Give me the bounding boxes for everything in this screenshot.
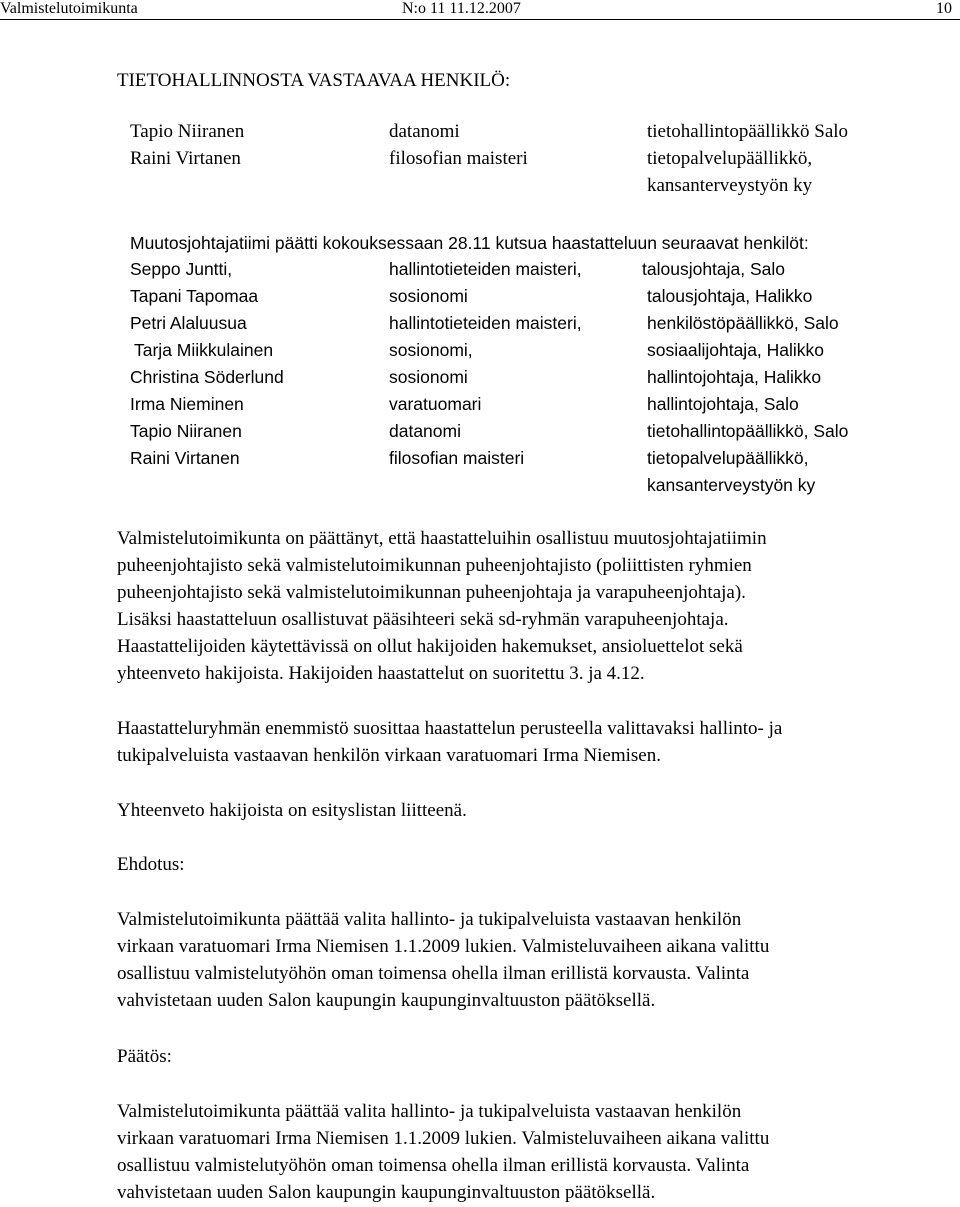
person-name: Tapio Niiranen [130, 421, 242, 441]
header-meeting-number-date: N:o 11 11.12.2007 [402, 0, 521, 17]
text-line: virkaan varatuomari Irma Niemisen 1.1.2009 lukien. Valmisteluvaiheen aikana valittu [117, 1128, 770, 1149]
text-line: vahvistetaan uuden Salon kaupungin kaupunginvaltuuston päätöksellä. [117, 1182, 656, 1203]
person-title: tietopalvelupäällikkö, [647, 148, 813, 169]
person-title: henkilöstöpäällikkö, Salo [647, 313, 839, 333]
interviewee-row [130, 419, 930, 445]
decision-label: Päätös: [117, 1046, 172, 1067]
summary-paragraph [117, 797, 952, 824]
person-degree: filosofian maisteri [389, 148, 528, 169]
recommendation-paragraph [117, 715, 952, 769]
text-line: Yhteenveto hakijoista on esityslistan liitteenä. [117, 800, 467, 821]
person-title: hallintojohtaja, Halikko [647, 367, 822, 387]
person-degree: hallintotieteiden maisteri, [389, 259, 582, 279]
interviewee-row [130, 392, 930, 418]
text-line: osallistuu valmistelutyöhön oman toimensa ohella ilman erillistä korvausta. Valinta [117, 963, 750, 984]
interviewee-row [130, 257, 930, 283]
text-line: Valmistelutoimikunta päättää valita hallinto- ja tukipalveluista vastaavan henkilön [117, 1101, 742, 1122]
interviewee-row [130, 473, 930, 499]
person-name: Petri Alaluusua [130, 313, 247, 333]
person-degree: datanomi [389, 121, 460, 142]
person-name: Raini Virtanen [130, 448, 240, 468]
text-line: Valmistelutoimikunta päättää valita hallinto- ja tukipalveluista vastaavan henkilön [117, 909, 742, 930]
header-page-number: 10 [936, 0, 952, 17]
interviewee-row [130, 284, 930, 310]
text-line: tukipalveluista vastaavan henkilön virkaan varatuomari Irma Niemisen. [117, 745, 661, 766]
person-name: Irma Nieminen [130, 394, 244, 414]
interviewee-row [130, 311, 930, 337]
interviewee-row [130, 365, 930, 391]
page-header [0, 0, 960, 20]
person-degree: sosionomi [389, 286, 468, 306]
interviewees-intro: Muutosjohtajatiimi päätti kokouksessaan 28.11 kutsua haastatteluun seuraavat henkilöt: [130, 233, 809, 253]
person-title: tietohallintopäällikkö Salo [647, 121, 849, 142]
person-degree: sosionomi, [389, 340, 473, 360]
it-person-row [130, 147, 930, 173]
person-degree: filosofian maisteri [389, 448, 525, 468]
text-line: Haastattelijoiden käytettävissä on ollut hakijoiden hakemukset, ansioluettelot sekä [117, 636, 743, 657]
text-line: virkaan varatuomari Irma Niemisen 1.1.2009 lukien. Valmisteluvaiheen aikana valittu [117, 936, 770, 957]
person-name: Tarja Miikkulainen [134, 340, 274, 360]
it-person-row [130, 174, 930, 200]
text-line: puheenjohtajisto sekä valmistelutoimikunnan puheenjohtajisto (poliittisten ryhmien [117, 555, 752, 576]
person-title-continued: kansanterveystyön ky [647, 475, 816, 495]
decision-paragraph [117, 1098, 952, 1206]
text-line: Lisäksi haastatteluun osallistuvat pääsihteeri sekä sd-ryhmän varapuheenjohtaja. [117, 609, 729, 630]
person-degree: varatuomari [389, 394, 482, 414]
person-degree: sosionomi [389, 367, 468, 387]
decision-process-paragraph [117, 525, 952, 687]
person-name: Seppo Juntti, [130, 259, 233, 279]
person-degree: hallintotieteiden maisteri, [389, 313, 582, 333]
text-line: Valmistelutoimikunta on päättänyt, että haastatteluihin osallistuu muutosjohtajatiimin [117, 528, 767, 549]
person-name: Tapani Tapomaa [130, 286, 259, 306]
proposal-paragraph [117, 906, 952, 1014]
person-name: Tapio Niiranen [130, 121, 245, 142]
person-title: sosiaalijohtaja, Halikko [647, 340, 825, 360]
person-title: talousjohtaja, Salo [642, 259, 786, 279]
person-title: talousjohtaja, Halikko [647, 286, 813, 306]
text-line: osallistuu valmistelutyöhön oman toimensa ohella ilman erillistä korvausta. Valinta [117, 1155, 750, 1176]
it-section-title: TIETOHALLINNOSTA VASTAAVAA HENKILÖ: [117, 70, 511, 91]
person-name: Raini Virtanen [130, 148, 241, 169]
person-name: Christina Söderlund [130, 367, 284, 387]
text-line: vahvistetaan uuden Salon kaupungin kaupunginvaltuuston päätöksellä. [117, 990, 656, 1011]
header-divider [0, 19, 960, 20]
person-title: tietopalvelupäällikkö, [647, 448, 809, 468]
text-line: yhteenveto hakijoista. Hakijoiden haastattelut on suoritettu 3. ja 4.12. [117, 663, 645, 684]
interviewee-row [130, 338, 930, 364]
text-line: Haastatteluryhmän enemmistö suosittaa haastattelun perusteella valittavaksi hallinto- ja [117, 718, 783, 739]
text-line: puheenjohtajisto sekä valmistelutoimikunnan puheenjohtaja ja varapuheenjohtaja). [117, 582, 746, 603]
header-committee: Valmistelutoimikunta [0, 0, 138, 17]
it-person-row [130, 120, 930, 146]
person-title-continued: kansanterveystyön ky [647, 175, 813, 196]
person-title: hallintojohtaja, Salo [647, 394, 799, 414]
interviewee-row [130, 446, 930, 472]
proposal-label: Ehdotus: [117, 854, 185, 875]
person-degree: datanomi [389, 421, 461, 441]
person-title: tietohallintopäällikkö, Salo [647, 421, 849, 441]
